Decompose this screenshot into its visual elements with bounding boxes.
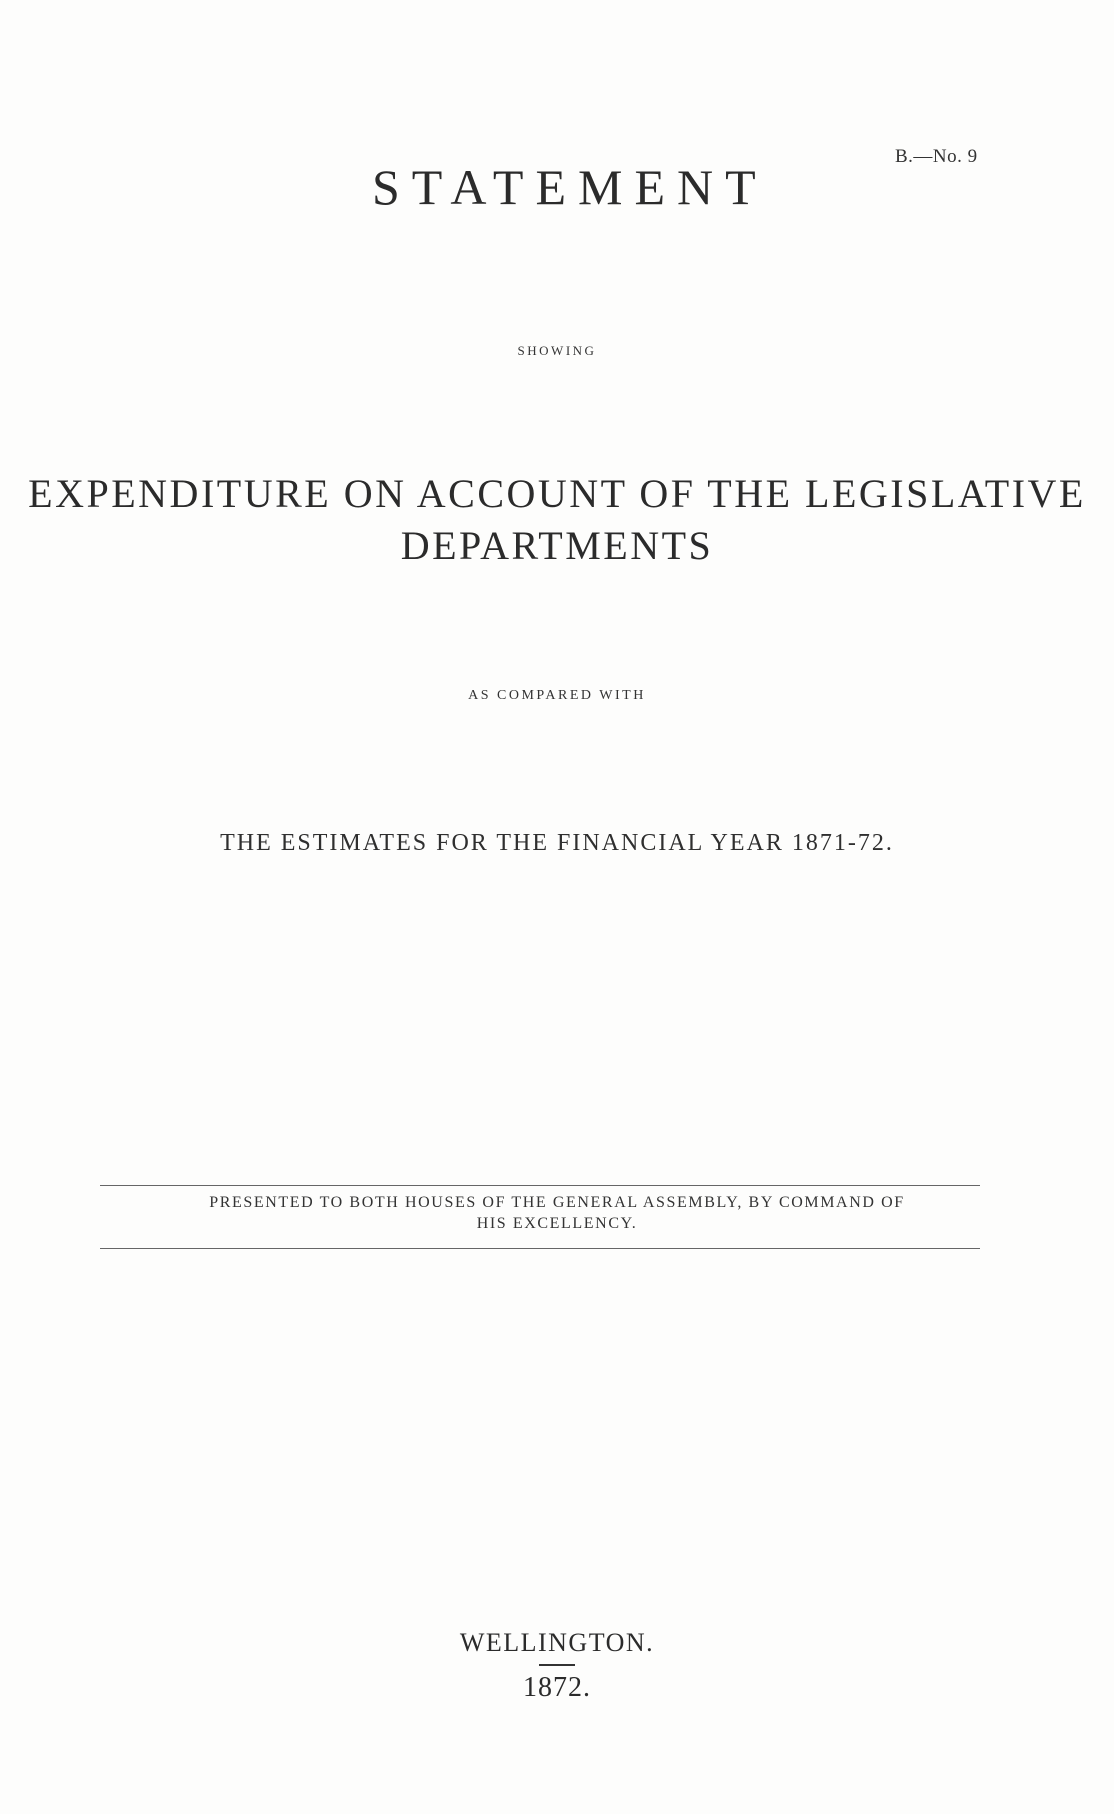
bottom-divider bbox=[100, 1248, 980, 1249]
presentation-notice-line-2: HIS EXCELLENCY. bbox=[476, 1215, 638, 1232]
top-divider bbox=[100, 1185, 980, 1186]
imprint-divider bbox=[539, 1664, 575, 1666]
showing-label: SHOWING bbox=[517, 343, 597, 358]
presentation-notice-line-1: PRESENTED TO BOTH HOUSES OF THE GENERAL ASSEMBLY, BY COMMAND OF bbox=[209, 1194, 905, 1211]
document-title: STATEMENT bbox=[372, 159, 768, 215]
subject-heading-line-1: EXPENDITURE ON ACCOUNT OF THE LEGISLATIVE bbox=[28, 471, 1086, 516]
estimates-heading: THE ESTIMATES FOR THE FINANCIAL YEAR 1871-72. bbox=[220, 830, 894, 856]
imprint-place: WELLINGTON. bbox=[459, 1628, 655, 1657]
compared-with-label: AS COMPARED WITH bbox=[468, 688, 646, 703]
subject-heading-line-2: DEPARTMENTS bbox=[400, 523, 714, 568]
imprint-year: 1872. bbox=[523, 1672, 591, 1703]
paper-reference-number: B.—No. 9 bbox=[895, 146, 978, 167]
